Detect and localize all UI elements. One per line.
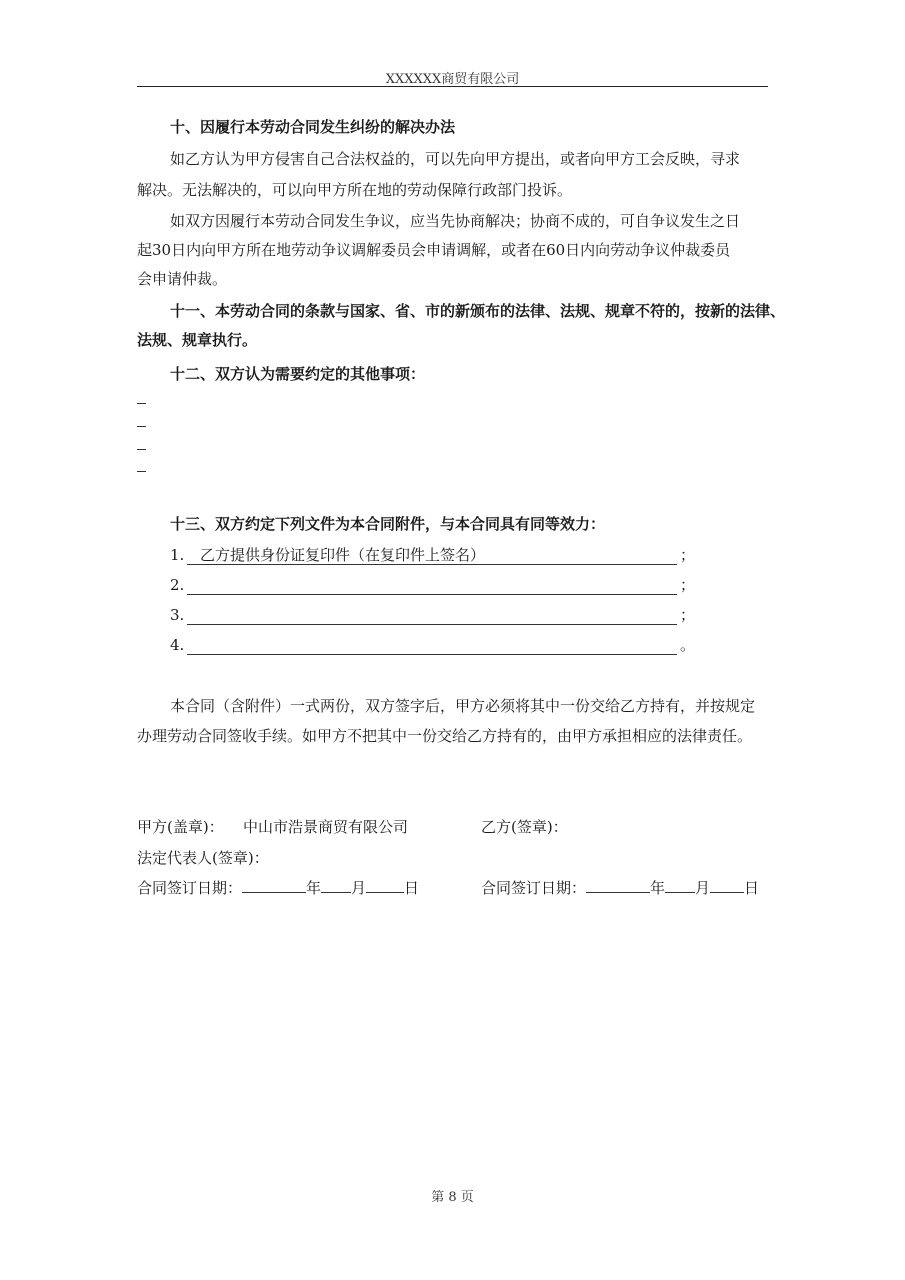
attachment-line [187,605,677,625]
party-a-sign-date [137,878,419,898]
attachment-end-mark: 。 [680,636,696,654]
section-10-p1-line1: 如乙方认为甲方侵害自己合法权益的，可以先向甲方提出，或者向甲方工会反映，寻求 [170,150,741,168]
attachment-line [187,575,677,595]
section-10-p1-line2: 解决。无法解决的，可以向甲方所在地的劳动保障行政部门投诉。 [137,181,573,199]
party-b-label: 乙方(签章)： [481,818,568,836]
day-label: 日 [744,879,760,897]
attachment-number: 3. [170,606,185,624]
party-a-name: 中山市浩景商贸有限公司 [243,818,409,836]
year-blank [242,878,306,893]
month-label: 月 [351,879,367,897]
attachment-end-mark: ； [680,546,696,564]
year-label: 年 [650,879,666,897]
day-blank [366,878,404,893]
page-header: XXXXXX商贸有限公司 [385,72,520,87]
day-label: 日 [404,879,420,897]
blank-dash [137,471,146,472]
year-label: 年 [306,879,322,897]
section-11-line1: 十一、本劳动合同的条款与国家、省、市的新颁布的法律、法规、规章不符的，按新的法律、 [170,302,786,320]
day-blank [710,878,744,893]
legal-representative-label: 法定代表人(签章)： [137,849,269,867]
attachment-item [170,635,696,655]
section-12-title: 十二、双方认为需要约定的其他事项： [170,365,426,383]
party-a-label: 甲方(盖章)： [137,818,224,836]
blank-dash [137,403,146,404]
closing-line1: 本合同（含附件）一式两份，双方签字后，甲方必须将其中一份交给乙方持有，并按规定 [170,697,756,715]
year-blank [586,878,650,893]
section-10-title: 十、因履行本劳动合同发生纠纷的解决办法 [170,118,456,136]
date-label: 合同签订日期： [137,879,243,897]
attachment-line [187,635,677,655]
attachment-item [170,605,696,625]
section-13-title: 十三、双方约定下列文件为本合同附件，与本合同具有同等效力： [170,515,606,533]
month-blank [665,878,695,893]
attachment-number: 4. [170,636,185,654]
page-number: 第 8 页 [431,1190,474,1205]
section-10-p2-line3: 会申请仲裁。 [137,270,228,288]
attachment-end-mark: ； [680,576,696,594]
blank-dash [137,426,146,427]
header-rule [137,86,768,87]
attachment-end-mark: ； [680,606,696,624]
date-label: 合同签订日期： [481,879,587,897]
attachment-item [170,575,696,595]
month-label: 月 [695,879,711,897]
month-blank [321,878,351,893]
attachment-value: 乙方提供身份证复印件（在复印件上签名） [200,546,486,564]
section-10-p2-line2: 起30日内向甲方所在地劳动争议调解委员会申请调解，或者在60日内向劳动争议仲裁委员 [137,241,731,259]
blank-dash [137,449,146,450]
section-10-p2-line1: 如双方因履行本劳动合同发生争议，应当先协商解决；协商不成的，可自争议发生之日 [170,212,741,230]
attachment-item [170,545,696,565]
attachment-number: 1. [170,546,185,564]
attachment-number: 2. [170,576,185,594]
party-b-sign-date [481,878,759,898]
closing-line2: 办理劳动合同签收手续。如甲方不把其中一份交给乙方持有的，由甲方承担相应的法律责任。 [137,727,753,745]
section-11-line2: 法规、规章执行。 [137,331,258,349]
